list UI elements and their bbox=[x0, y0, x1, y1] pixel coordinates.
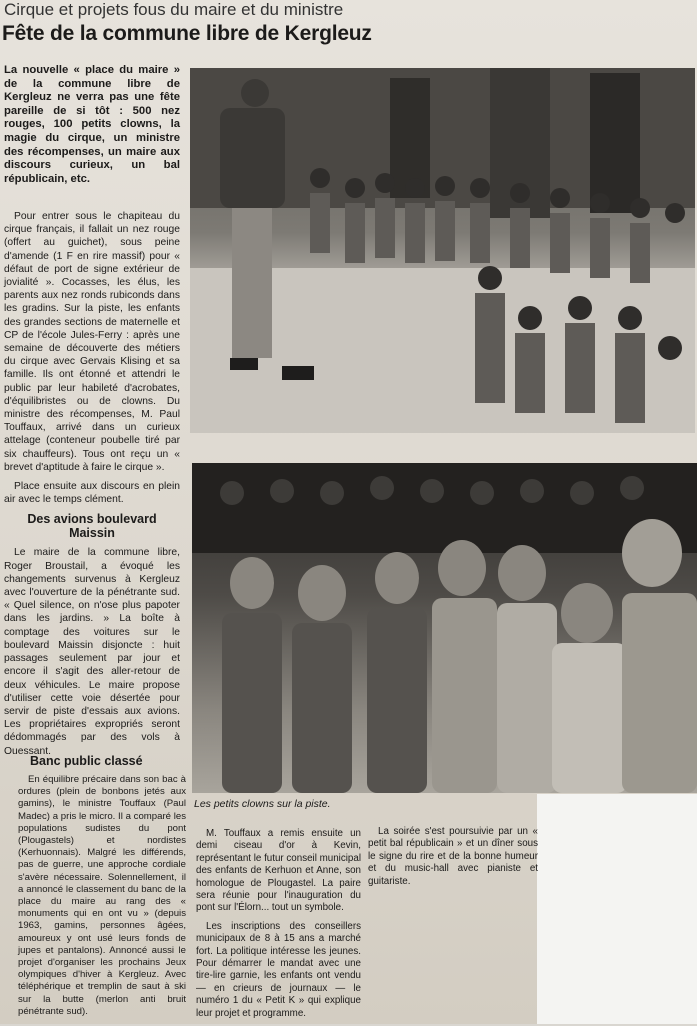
paragraph: En équilibre précaire dans son bac à ordures (plein de bonbons jetés aux gamins), le ministre Touffaux (Paul Madec) a pris le micro. Il a comparé les populations sudistes du pont (Plougastels) et nordistes (Kerhuonnais). Malgré les différends, pas de guerre, une approche cordiale s'avère nécessaire. Solennellement, il a annoncé le classement du banc de la place du maire au rang des « monuments qui en ont vu » (depuis 1963, gamins, personnes âgées, amoureux y ont usé leurs fonds de jupes et pantalons). Annoncé aussi le projet d'organiser les prochains Jeux olympiques d'hiver à Kergleuz. Avec téléphérique et tremplin de saut à ski sur la butte (merlon anti bruit pénétrante sud). bbox=[18, 774, 186, 1017]
paragraph: Pour entrer sous le chapiteau du cirque français, il fallait un nez rouge (offert au guichet), sous peine d'amende (1 F en rire massif) pour « défaut de port de signe extérieur de jovialité ». Cocasses, les élus, les parents aux nez ronds rubiconds dans les gradins. Sur la piste, les enfants des grandes sections de maternelle et CP de l'école Jules-Ferry : après une semaine de découverte des métiers du cirque avec Gervais Klising et sa famille. Ils ont étonné et attendri le public par leur habileté d'acrobates, d'équilibristes ou de clowns. Du ministre des récompenses, M. Paul Touffaux, arrivé dans un curieux attelage (conteneur poubelle tiré par six chauffeurs). Tous ont reçu un « brevet d'aptitude à faire le cirque ». bbox=[4, 211, 180, 473]
article-headline: Fête de la commune libre de Kergleuz bbox=[2, 22, 372, 45]
photo-illustration bbox=[190, 68, 695, 433]
subheading: Des avions boulevard Maissin bbox=[27, 512, 157, 541]
photo-clown-and-children bbox=[190, 68, 695, 433]
background-surface bbox=[537, 794, 697, 1024]
column-2 bbox=[196, 828, 361, 1026]
paragraph: M. Touffaux a remis ensuite un demi ciseau d'or à Kevin, représentant le futur conseil municipal des enfants de Kerhuon et Anne, son homologue de Plougastel. La paire sera réunie pour l'inauguration du pont sur l'Élorn... tout un symbole. bbox=[196, 828, 362, 914]
photo-caption: Les petits clowns sur la piste. bbox=[194, 798, 331, 810]
article-kicker: Cirque et projets fous du maire et du ministre bbox=[4, 0, 344, 19]
paragraph: La soirée s'est poursuivie par un « petit bal républicain » et un dîner sous le signe du rire et de la bonne humeur et du music-hall avec pianiste et guitariste. bbox=[368, 826, 538, 887]
column-1-continued bbox=[18, 774, 186, 1024]
photo-little-clowns bbox=[192, 463, 697, 793]
subheading: Banc public classé bbox=[30, 754, 143, 768]
article-intro: La nouvelle « place du maire » de la commune libre de Kergleuz ne verra pas une fête pareille de si tôt : 500 nez rouges, 100 petits clowns, la magie du cirque, un ministre des récompenses, un maire aux discours curieux, un bal républicain, etc. bbox=[4, 64, 180, 185]
column-3 bbox=[368, 826, 538, 894]
column-1 bbox=[4, 210, 180, 764]
paragraph: Les inscriptions des conseillers municipaux de 8 à 15 ans a marché fort. La politique intéresse les jeunes. Pour démarrer le mandat avec une tire-lire garnie, les enfants ont vendu — en crieurs de journaux — le numéro 1 du « Petit K » qui explique leur projet et programme. bbox=[196, 920, 361, 1019]
paragraph: Place ensuite aux discours en plein air avec le temps clément. bbox=[4, 481, 180, 506]
column-1-bottom bbox=[30, 755, 180, 773]
photo-illustration bbox=[192, 463, 697, 793]
paragraph: Le maire de la commune libre, Roger Broustail, a évoqué les changements survenus à Kergleuz avec l'ouverture de la pénétrante sud. « Quel silence, on n'ose plus papoter dans les jardins. » La boîte à comptage des voitures sur le boulevard Maissin disjoncte : huit passages seulement par jour et encore il s'agit des aller-retour de deux véhicules. Le maire propose d'utiliser cette voie désertée pour servir de piste d'essais aux avions. Les propriétaires expropriés seront dédommagés par des vols à Ouessant. bbox=[4, 547, 180, 757]
